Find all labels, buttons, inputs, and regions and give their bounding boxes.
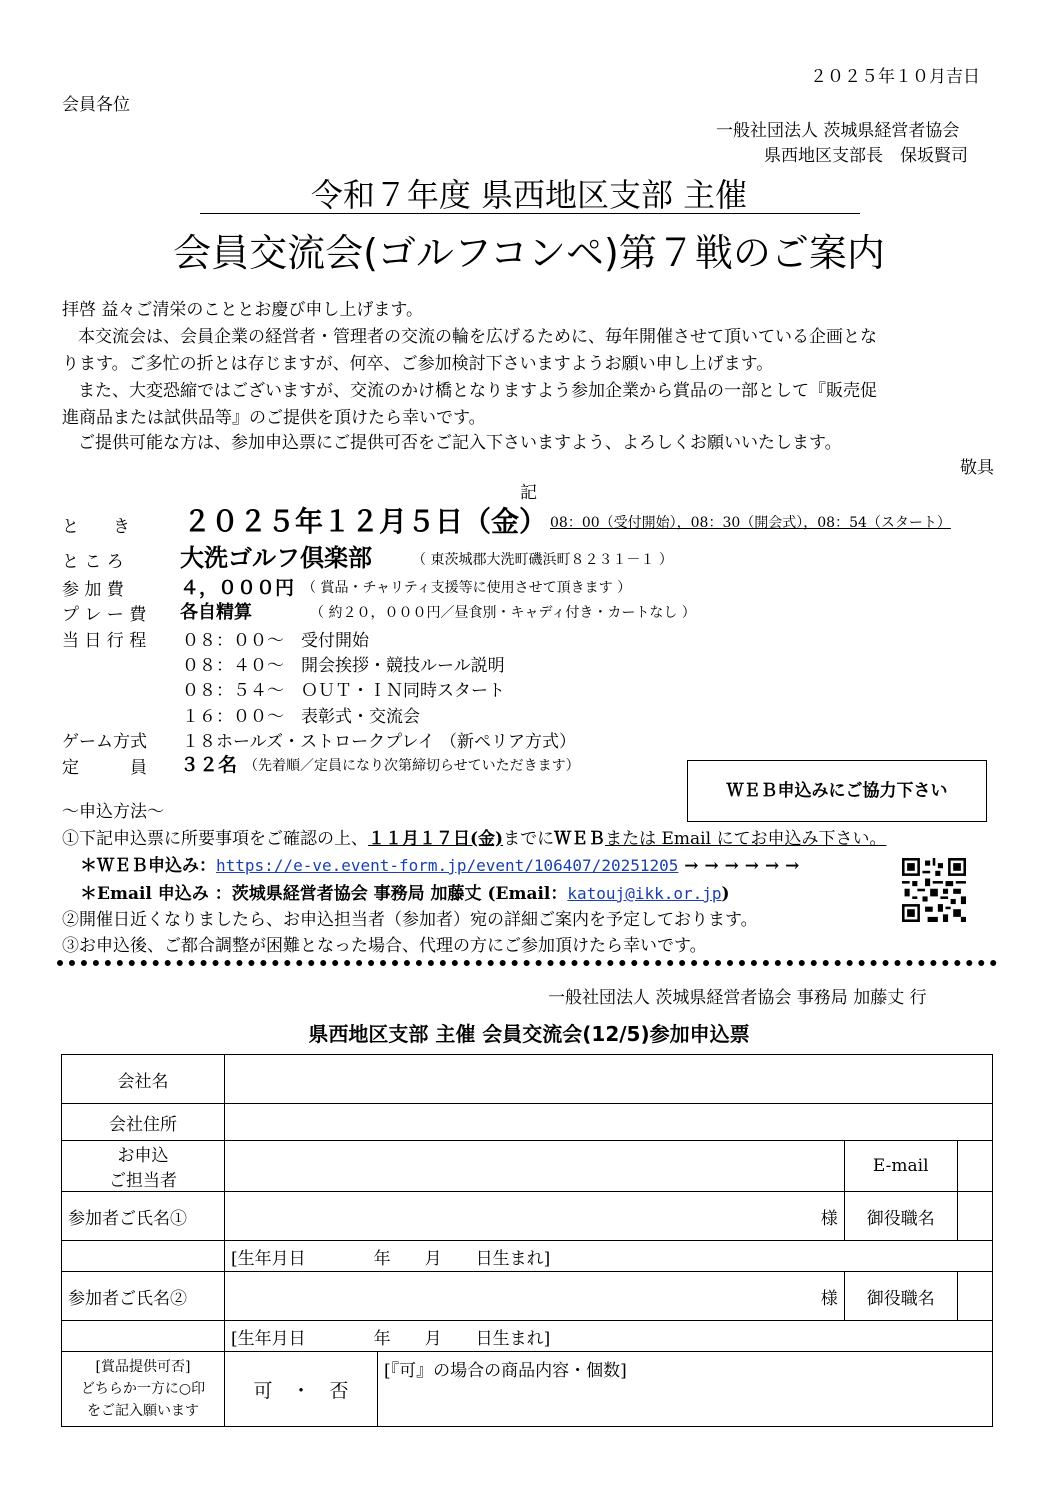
venue-address: （ 東茨城郡大洗町磯浜町８２３１－１ ） — [412, 552, 673, 568]
game-value: １８ホールズ・ストロークプレイ （新ペリア方式） — [182, 732, 577, 752]
fee-value: ４，０００円 — [180, 577, 295, 599]
body-p3a: また、大変恐縮ではございますが、交流のかけ橋となりますよう参加企業から賞品の一部として『販売促 — [78, 381, 877, 401]
body-p3b: 進商品または試供品等』のご提供を頂けたら幸いです。 — [62, 408, 486, 428]
company-input[interactable] — [225, 1055, 993, 1104]
play-value: 各自精算 — [180, 602, 252, 623]
email-apply-line — [80, 879, 730, 904]
prize-label-line3: をご記入願います — [87, 1403, 199, 1419]
role-label: 御役職名 — [844, 1272, 957, 1321]
contact-label — [62, 1141, 225, 1192]
body-p2a: 本交流会は、会員企業の経営者・管理者の交流の輪を広げるために、毎年開催させて頂いている企画とな — [78, 327, 877, 347]
play-note: （ 約２０，０００円／昼食別・キャディ付き・カートなし ） — [310, 605, 696, 621]
application-form — [61, 1054, 993, 1427]
title-line1: 令和７年度 県西地区支部 主催 — [310, 176, 748, 214]
ki-mark: 記 — [520, 483, 537, 503]
company-row — [62, 1055, 993, 1104]
address-row — [62, 1104, 993, 1141]
prize-row — [62, 1352, 993, 1427]
schedule-item: ０８：５４～ ＯＵＴ・ＩＮ同時スタート — [182, 681, 505, 701]
sama: 様 — [820, 1208, 838, 1229]
issue-date: ２０２５年１０月吉日 — [810, 67, 980, 87]
contact-label-line2: ご担当者 — [109, 1171, 177, 1191]
capacity-label: 定 員 — [62, 758, 147, 778]
event-date: ２０２５年１２月５日（金） — [183, 505, 548, 538]
participant1-birth-row — [62, 1241, 993, 1272]
web-signup-box: ＷＥＢ申込みにご協力下さい — [687, 760, 987, 822]
address-label: 会社住所 — [62, 1104, 225, 1141]
web-apply-label: ＊ＷＥＢ申込み： — [80, 856, 216, 876]
apply-step1 — [62, 824, 886, 849]
deadline: １１月１７日(金) — [368, 829, 504, 849]
apply-step3: ③お申込後、ご都合調整が困難となった場合、代理の方にご参加頂けたら幸いです。 — [62, 936, 707, 956]
participant2-birth-row — [62, 1321, 993, 1352]
greeting: 拝啓 益々ご清栄のこととお慶び申し上げます。 — [62, 300, 424, 320]
address-input[interactable] — [225, 1104, 993, 1141]
contact-input[interactable] — [225, 1141, 845, 1192]
apply-step1-text: までに — [503, 829, 555, 849]
apply-step1-text: または Email にてお申込み下さい。 — [605, 829, 887, 849]
participant2-input[interactable] — [225, 1272, 845, 1321]
sama: 様 — [820, 1288, 838, 1309]
body-p4: ご提供可能な方は、参加申込票にご提供可否をご記入下さいますよう、よろしくお願いいたします。 — [78, 433, 842, 453]
web-apply-link[interactable]: https://e-ve.event-form.jp/event/106407/20251205 — [216, 856, 679, 875]
email-label: E-mail — [844, 1141, 957, 1192]
web-apply-line — [80, 851, 799, 876]
toki-label: と き — [62, 517, 130, 537]
event-time-note: 08：00（受付開始），08：30（開会式），08：54（スタート） — [550, 515, 951, 531]
schedule-label: 当 日 行 程 — [62, 631, 147, 651]
cut-line — [57, 960, 997, 966]
apply-web: ＷＥＢ — [554, 829, 606, 849]
tokoro-label: と こ ろ — [62, 552, 124, 572]
prize-label-line1: [賞品提供可否] — [95, 1359, 191, 1375]
prize-detail-input[interactable] — [378, 1352, 993, 1427]
blank-cell — [62, 1241, 225, 1272]
participant2-row — [62, 1272, 993, 1321]
prize-detail-label: [『可』の場合の商品内容・個数] — [384, 1361, 627, 1381]
role-label: 御役職名 — [844, 1192, 957, 1241]
arrows: → → → → → → — [684, 856, 800, 876]
body-p2b: ります。ご多忙の折とは存じますが、何卒、ご参加検討下さいますようお願い申し上げます。 — [62, 354, 774, 374]
role-input[interactable] — [957, 1192, 992, 1241]
birth-input[interactable]: [生年月日 年 月 日生まれ] — [225, 1321, 993, 1352]
kahi-select[interactable]: 可 ・ 否 — [225, 1352, 378, 1427]
fee-label: 参 加 費 — [62, 580, 124, 600]
page-title: 会員交流会(ゴルフコンペ)第７戦のご案内 — [173, 231, 885, 275]
addressee: 会員各位 — [62, 95, 130, 115]
participant1-row — [62, 1192, 993, 1241]
birth-input[interactable]: [生年月日 年 月 日生まれ] — [225, 1241, 993, 1272]
email-input[interactable] — [957, 1141, 992, 1192]
email-link[interactable]: katouj@ikk.or.jp — [567, 884, 722, 903]
role-input[interactable] — [957, 1272, 992, 1321]
play-label: プ レ ー 費 — [62, 605, 147, 625]
company-label: 会社名 — [62, 1055, 225, 1104]
sender-name: 県西地区支部長 保坂賢司 — [764, 146, 968, 166]
capacity-value: ３２名 — [180, 754, 238, 776]
participant1-input[interactable] — [225, 1192, 845, 1241]
participant1-label: 参加者ご氏名① — [62, 1192, 225, 1241]
fee-note: （ 賞品・チャリティ支援等に使用させて頂きます ） — [302, 580, 632, 596]
apply-heading: ～申込方法～ — [62, 802, 164, 822]
apply-step1-text: ①下記申込票に所要事項をご確認の上、 — [62, 829, 368, 849]
schedule-item: ０８：００～ 受付開始 — [182, 631, 369, 651]
apply-step2: ②開催日近くなりましたら、お申込担当者（参加者）宛の詳細ご案内を予定しております。 — [62, 910, 758, 930]
email-close: ) — [721, 884, 730, 904]
sender-org: 一般社団法人 茨城県経営者協会 — [716, 121, 960, 141]
schedule-item: １６：００～ 表彰式・交流会 — [182, 707, 420, 727]
contact-row — [62, 1141, 993, 1192]
qr-code-icon[interactable] — [902, 858, 966, 922]
closing: 敬具 — [960, 458, 994, 478]
venue: 大洗ゴルフ倶楽部 — [180, 543, 372, 572]
participant2-label: 参加者ご氏名② — [62, 1272, 225, 1321]
prize-label-line2: どちらか一方に○印 — [80, 1381, 206, 1397]
title-underline — [200, 213, 860, 214]
email-apply-label: ＊Email 申込み ：茨城県経営者協会 事務局 加藤丈 (Email： — [80, 884, 568, 904]
form-to: 一般社団法人 茨城県経営者協会 事務局 加藤丈 行 — [548, 988, 927, 1008]
blank-cell — [62, 1321, 225, 1352]
form-title: 県西地区支部 主催 会員交流会(12/5)参加申込票 — [308, 1022, 750, 1046]
schedule-item: ０８：４０～ 開会挨拶・競技ルール説明 — [182, 656, 505, 676]
game-label: ゲーム方式 — [62, 732, 147, 752]
prize-label — [62, 1352, 225, 1427]
contact-label-line1: お申込 — [117, 1146, 169, 1166]
capacity-note: （先着順／定員になり次第締切らせていただきます） — [244, 758, 580, 774]
